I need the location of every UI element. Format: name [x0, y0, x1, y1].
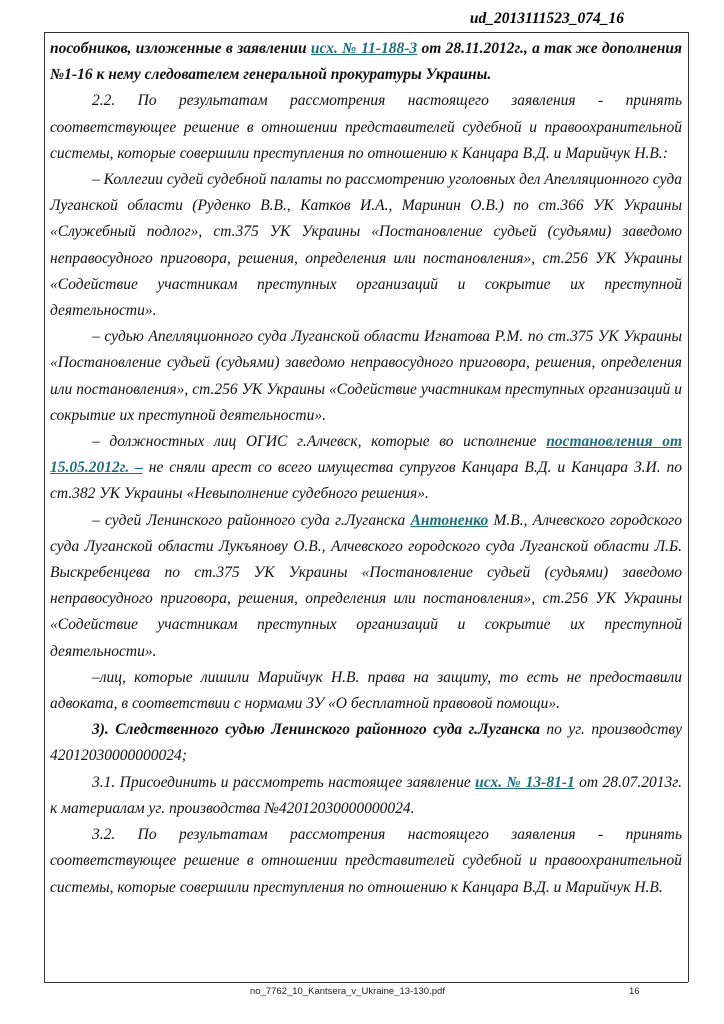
paragraph-judge-ignatov: – судью Апелляционного суда Луганской области Игнатова Р.М. по ст.375 УК Украины «Постановление судьей (судьями) заведомо неправосудного приговора, решения, определения или постановления», ст.256 УК Украины «Содействие участникам преступных организаций и сокрытие их преступной деятельности». [50, 328, 682, 424]
paragraph-collegium: – Коллегии судей судебной палаты по рассмотрению уголовных дел Апелляционного суда Луганской области (Руденко В.В., Катков И.А., Маринин О.В.) по ст.366 УК Украины «Служебный подлог», ст.375 УК Украины «Постановление судьей (судьями) заведомо неправосудного приговора, решения, определения или постановления», ст.256 УК Украины «Содействие участникам преступных организаций и сокрытие их преступной деятельности». [50, 171, 682, 320]
paragraph-3-1 [50, 770, 682, 822]
paragraph-text: от 28.11.2012г., а так же дополнения №1-16 к нему следователем генеральной прокуратуры Украины. [50, 40, 683, 84]
left-border [44, 32, 45, 982]
paragraph-text: М.В., Алчевского городского суда Луганской области Лукъянову О.В., Алчевского городского суда Луганской области Л.Б. Выскребенцева по ст.375 УК Украины «Постановление судьей (судьями) заведомо неправосудного приговора, решения, определения или постановления», ст.256 УК Украины «Содействие участникам преступных организаций и сокрытие их преступной деятельности». [50, 511, 682, 660]
bottom-rule [44, 982, 688, 983]
reference-link[interactable]: исх. № 11-188-3 [310, 40, 418, 57]
paragraph-text: 3). [92, 721, 116, 739]
paragraph-3 [50, 717, 682, 769]
resolution-link[interactable]: постановления от 15.05.2012г. – [50, 433, 682, 477]
paragraph-text: – судей Ленинского районного суда г.Луганска [92, 511, 411, 529]
paragraph-text: пособников, изложенные в заявлении [50, 40, 311, 57]
antonenko-link[interactable]: Антоненко [410, 511, 489, 529]
footer-filename: no_7762_10_Kantsera_v_Ukraine_13-130.pdf [250, 986, 445, 997]
reference-link-2[interactable]: исх. № 13-81-1 [475, 773, 575, 791]
top-rule [44, 32, 688, 33]
paragraph-continuation [50, 36, 682, 88]
document-id: ud_2013111523_074_16 [469, 10, 624, 27]
document-body [50, 36, 682, 901]
paragraph-text: от 28.07.2013г. к материалам уг. производства №42012030000000024. [50, 773, 682, 817]
paragraph-text: по уг. производству 42012030000000024; [50, 721, 682, 765]
investigating-judge: Следственного судью Ленинского районного суда г.Луганска [115, 721, 540, 739]
paragraph-text: не сняли арест со всего имущества супругов Канцара В.Д. и Канцара З.И. по ст.382 УК Украины «Невыполнение судебного решения». [50, 459, 682, 503]
paragraph-legal-aid: –лиц, которые лишили Марийчук Н.В. права на защиту, то есть не предоставили адвоката, в соответствии с нормами ЗУ «О бесплатной правовой помощи». [50, 668, 682, 713]
paragraph-ogis [50, 429, 682, 508]
right-border [688, 32, 689, 982]
paragraph-text: – должностных лиц ОГИС г.Алчевск, которые во исполнение [92, 433, 547, 451]
paragraph-text: 3.1. Присоединить и рассмотреть настоящее заявление [92, 773, 476, 791]
paragraph-2-2: 2.2. По результатам рассмотрения настоящего заявления - принять соответствующее решение в отношении представителей судебной и правоохранительной системы, которые совершили преступления по отношению к Канцара В.Д. и Марийчук Н.В.: [50, 92, 682, 162]
paragraph-leninsky-judges [50, 508, 682, 665]
paragraph-3-2: 3.2. По результатам рассмотрения настоящего заявления - принять соответствующее решение в отношении представителей судебной и правоохранительной системы, которые совершили преступления по отношению к Канцара В.Д. и Марийчук Н.В. [50, 826, 682, 896]
footer-page-number: 16 [629, 986, 640, 997]
